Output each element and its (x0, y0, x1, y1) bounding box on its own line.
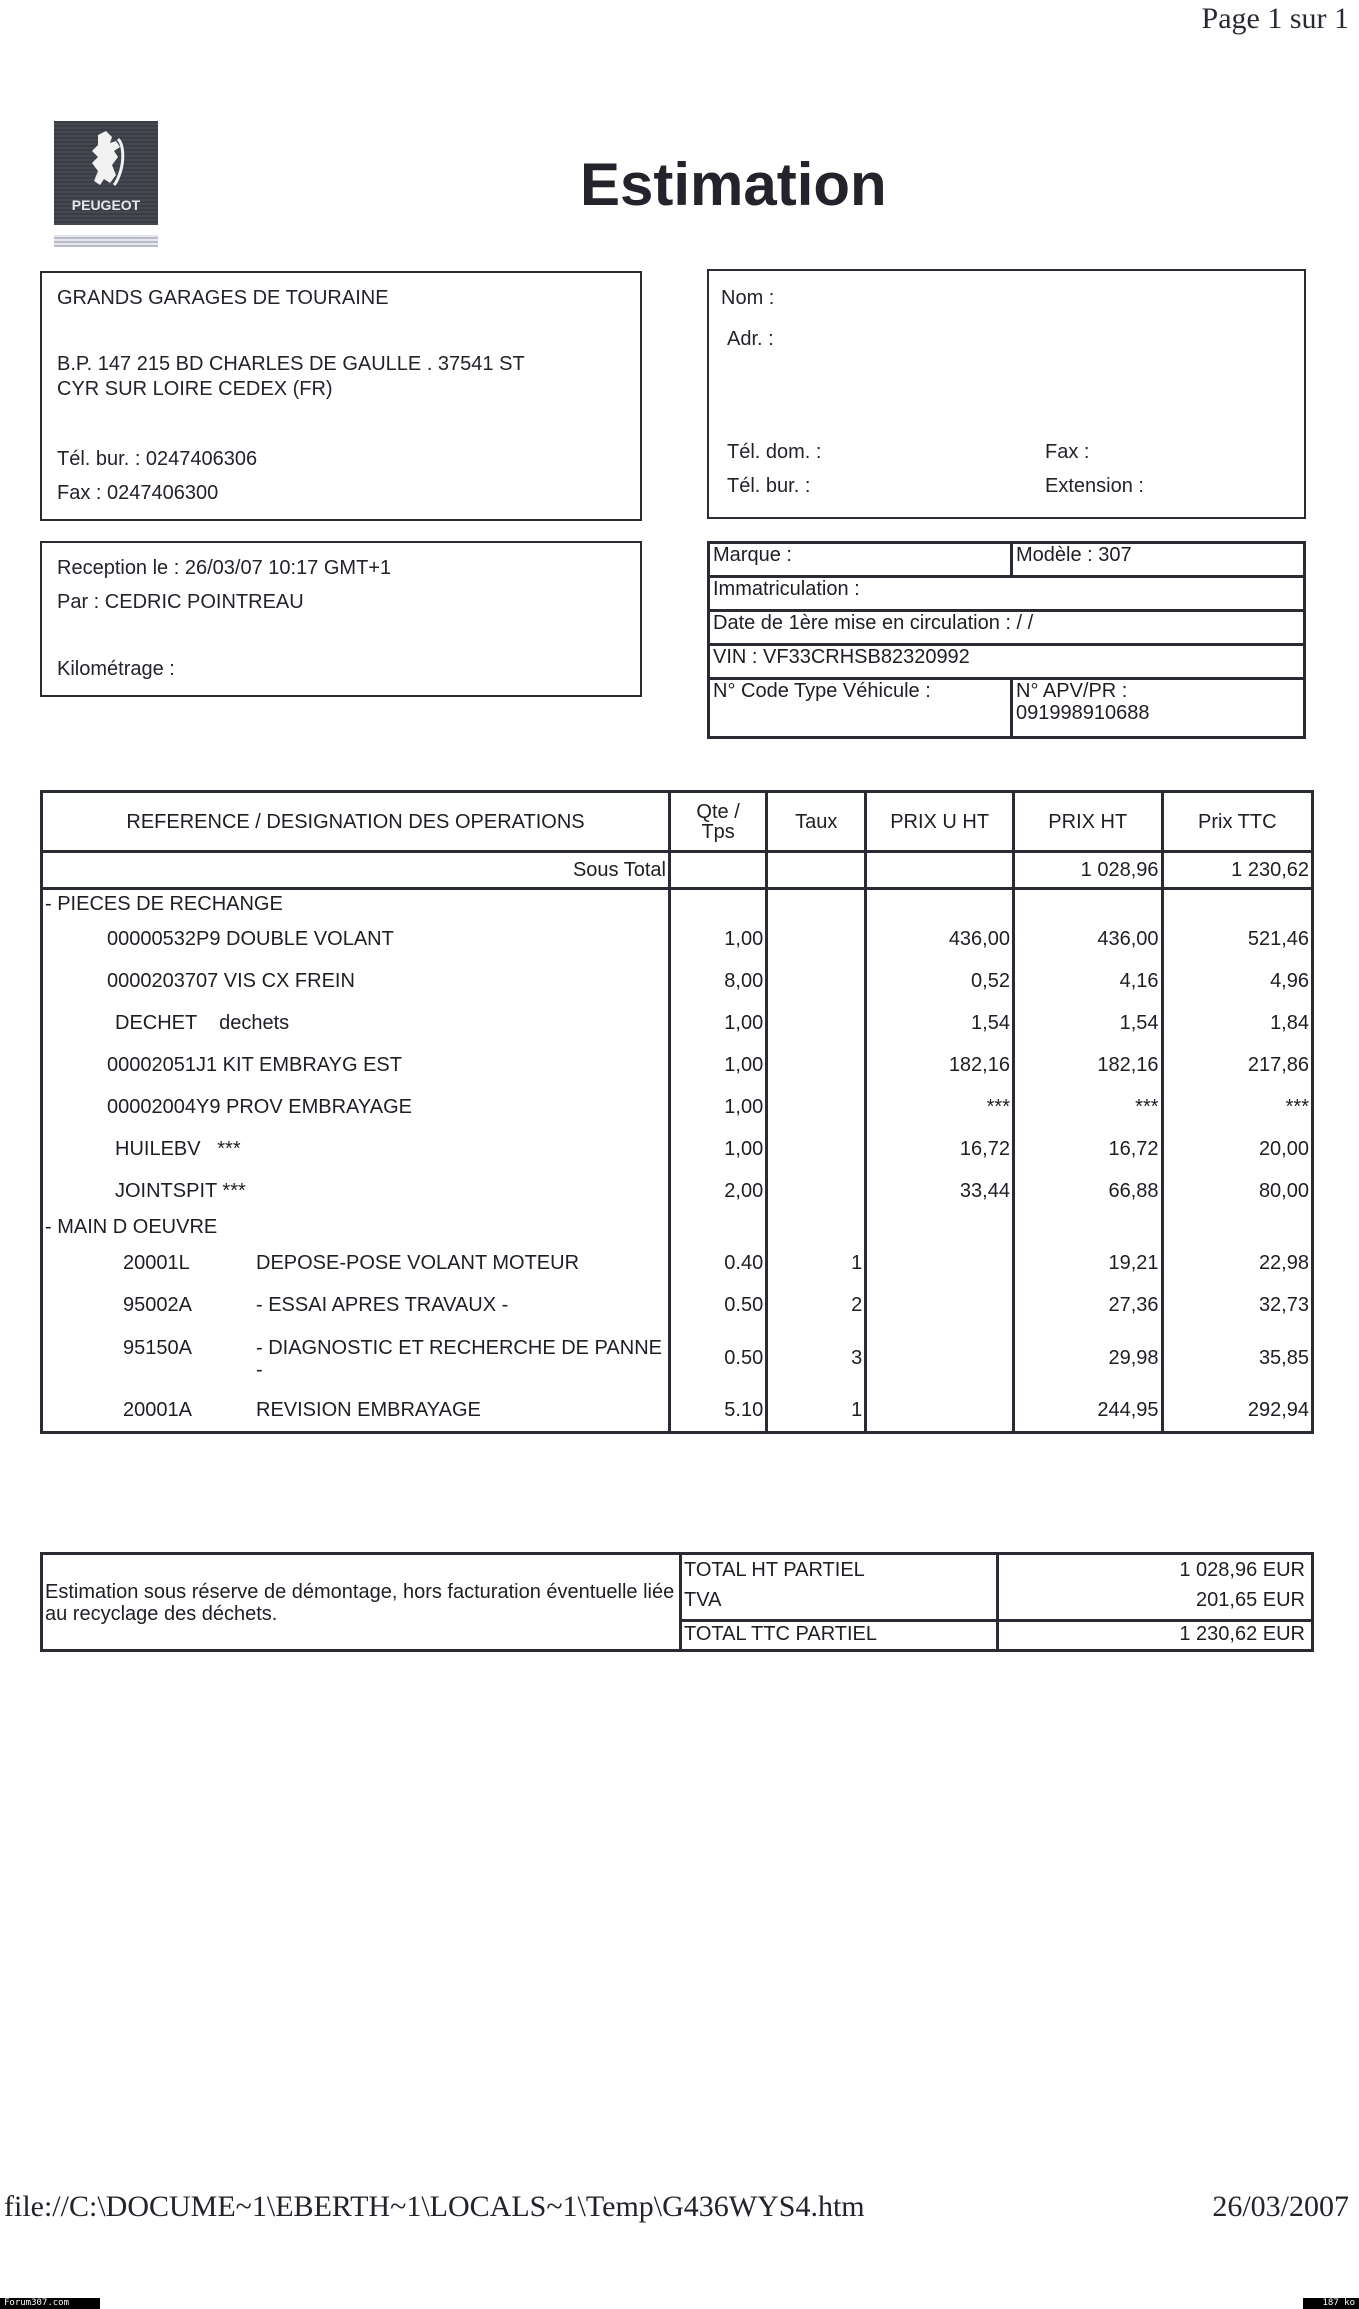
part-unit-price: 1,54 (866, 1003, 1014, 1045)
vehicle-type-code: N° Code Type Véhicule : (713, 680, 931, 702)
labour-price-ttc: 22,98 (1162, 1243, 1312, 1285)
part-designation (42, 961, 670, 1003)
parts-section-label: - PIECES DE RECHANGE (42, 889, 670, 919)
labour-unit-price (866, 1285, 1014, 1327)
part-price-ttc: 1,84 (1162, 1003, 1312, 1045)
labour-price-ht: 27,36 (1013, 1285, 1162, 1327)
garage-name: GRANDS GARAGES DE TOURAINE (57, 287, 389, 309)
part-unit-price: 436,00 (866, 919, 1014, 961)
print-date: 26/03/2007 (1212, 2190, 1349, 2223)
subtotal-price-ht: 1 028,96 (1013, 852, 1162, 889)
vat-value: 201,65 EUR (1196, 1589, 1305, 1611)
labour-unit-price (866, 1327, 1014, 1391)
labour-description: - DIAGNOSTIC ET RECHERCHE DE PANNE - (256, 1336, 662, 1381)
totals-values (999, 1555, 1311, 1649)
subtotal-label: Sous Total (42, 852, 670, 889)
col-header-rate: Taux (767, 792, 866, 852)
part-price-ttc: *** (1162, 1087, 1312, 1129)
part-designation-text: 00002004Y9 PROV EMBRAYAGE (107, 1096, 412, 1118)
part-designation (42, 1045, 670, 1087)
vat-label: TVA (684, 1589, 722, 1611)
mileage-label: Kilométrage : (57, 658, 175, 680)
col-header-qty (670, 792, 767, 852)
part-row (42, 1045, 1313, 1087)
page-title: Estimation (580, 151, 887, 218)
part-designation (42, 1171, 670, 1213)
part-rate (767, 919, 866, 961)
part-qty: 1,00 (670, 1003, 767, 1045)
part-row (42, 1087, 1313, 1129)
part-designation-text: 00002051J1 KIT EMBRAYG EST (107, 1054, 402, 1076)
client-home-phone-label: Tél. dom. : (727, 441, 822, 463)
labour-section-row (42, 1213, 1313, 1243)
total-ttc-label: TOTAL TTC PARTIEL (684, 1623, 878, 1645)
parts-section-row (42, 889, 1313, 919)
garage-phone: Tél. bur. : 0247406306 (57, 448, 258, 470)
labour-rate: 2 (767, 1285, 866, 1327)
part-rate (767, 1129, 866, 1171)
total-ttc-value: 1 230,62 EUR (1179, 1623, 1305, 1645)
peugeot-logo (54, 121, 158, 225)
labour-row (42, 1391, 1313, 1433)
logo-brand-text: PEUGEOT (71, 197, 141, 213)
reception-by: Par : CEDRIC POINTREAU (57, 591, 304, 613)
part-designation-text: HUILEBV *** (115, 1138, 241, 1160)
vehicle-brand: Marque : (713, 544, 792, 566)
part-qty: 8,00 (670, 961, 767, 1003)
labour-designation (42, 1243, 670, 1285)
labour-section-label: - MAIN D OEUVRE (42, 1213, 670, 1243)
col-header-designation: REFERENCE / DESIGNATION DES OPERATIONS (42, 792, 670, 852)
part-designation-text: DECHET dechets (115, 1012, 290, 1034)
labour-description: - ESSAI APRES TRAVAUX - (256, 1294, 509, 1316)
labour-code: 95150A (123, 1336, 192, 1359)
part-qty: 2,00 (670, 1171, 767, 1213)
garage-fax: Fax : 0247406300 (57, 482, 219, 504)
labour-time: 0.50 (670, 1327, 767, 1391)
part-price-ttc: 521,46 (1162, 919, 1312, 961)
labour-row (42, 1243, 1313, 1285)
labour-price-ht: 29,98 (1013, 1327, 1162, 1391)
vehicle-vin: VIN : VF33CRHSB82320992 (710, 646, 1303, 680)
part-price-ht: 436,00 (1013, 919, 1162, 961)
labour-designation (42, 1327, 670, 1391)
labour-time: 0.50 (670, 1285, 767, 1327)
part-price-ttc: 4,96 (1162, 961, 1312, 1003)
page-number: Page 1 sur 1 (1201, 2, 1349, 35)
col-header-price-ttc: Prix TTC (1162, 792, 1312, 852)
labour-unit-price (866, 1391, 1014, 1433)
part-rate (767, 1045, 866, 1087)
labour-code: 20001A (123, 1399, 192, 1422)
part-price-ht: 4,16 (1013, 961, 1162, 1003)
part-row (42, 1129, 1313, 1171)
labour-designation (42, 1391, 670, 1433)
print-file-path: file://C:\DOCUME~1\EBERTH~1\LOCALS~1\Temp\G436WYS4.htm (4, 2190, 865, 2223)
subtotal-row (42, 852, 1313, 889)
totals-box (40, 1552, 1314, 1652)
labour-price-ht: 244,95 (1013, 1391, 1162, 1433)
part-designation (42, 919, 670, 961)
subtotal-price-ttc: 1 230,62 (1162, 852, 1312, 889)
vehicle-apv-value: 091998910688 (1016, 702, 1150, 724)
reception-info-box (40, 541, 642, 697)
vehicle-row-brand-model (710, 544, 1303, 578)
vehicle-apv-label: N° APV/PR : (1016, 680, 1128, 702)
totals-labels (679, 1555, 999, 1649)
garage-info-box (40, 271, 642, 521)
labour-description: REVISION EMBRAYAGE (256, 1399, 481, 1422)
labour-price-ttc: 35,85 (1162, 1327, 1312, 1391)
qty-header-line2: Tps (701, 820, 735, 843)
labour-description: DEPOSE-POSE VOLANT MOTEUR (256, 1252, 580, 1274)
part-qty: 1,00 (670, 1087, 767, 1129)
part-unit-price: *** (866, 1087, 1014, 1129)
client-info-box (707, 269, 1306, 519)
client-fax-label: Fax : (1045, 441, 1090, 463)
qty-header-line1: Qte / (696, 800, 740, 823)
part-price-ht: *** (1013, 1087, 1162, 1129)
labour-price-ttc: 292,94 (1162, 1391, 1312, 1433)
labour-price-ht: 19,21 (1013, 1243, 1162, 1285)
col-header-price-ht: PRIX HT (1013, 792, 1162, 852)
part-rate (767, 1171, 866, 1213)
client-office-phone-label: Tél. bur. : (727, 475, 811, 497)
total-ht-value: 1 028,96 EUR (1179, 1559, 1305, 1581)
labour-designation (42, 1285, 670, 1327)
labour-rate: 3 (767, 1327, 866, 1391)
total-ht-label: TOTAL HT PARTIEL (684, 1559, 865, 1581)
part-qty: 1,00 (670, 1129, 767, 1171)
vehicle-apv (1010, 680, 1303, 736)
part-unit-price: 0,52 (866, 961, 1014, 1003)
part-price-ht: 182,16 (1013, 1045, 1162, 1087)
labour-code: 95002A (123, 1294, 192, 1316)
vehicle-row-codes (710, 680, 1303, 736)
part-designation (42, 1087, 670, 1129)
client-address-label: Adr. : (727, 328, 774, 350)
part-price-ht: 16,72 (1013, 1129, 1162, 1171)
labour-time: 0.40 (670, 1243, 767, 1285)
vehicle-model: Modèle : 307 (1010, 544, 1303, 575)
labour-unit-price (866, 1243, 1014, 1285)
part-designation-text: 00000532P9 DOUBLE VOLANT (107, 928, 394, 950)
part-rate (767, 1003, 866, 1045)
part-price-ht: 1,54 (1013, 1003, 1162, 1045)
logo-underline (54, 235, 158, 247)
part-price-ttc: 217,86 (1162, 1045, 1312, 1087)
reception-date: Reception le : 26/03/07 10:17 GMT+1 (57, 557, 392, 579)
garage-address-line2: CYR SUR LOIRE CEDEX (FR) (57, 378, 333, 400)
source-tag: Forum307.com (0, 2298, 100, 2309)
part-designation (42, 1003, 670, 1045)
totals-divider (999, 1619, 1311, 1622)
part-designation-text: 0000203707 VIS CX FREIN (107, 970, 355, 992)
part-designation-text: JOINTSPIT *** (115, 1180, 246, 1202)
part-unit-price: 182,16 (866, 1045, 1014, 1087)
labour-rate: 1 (767, 1391, 866, 1433)
labour-row (42, 1327, 1313, 1391)
client-name-label: Nom : (721, 287, 775, 309)
labour-price-ttc: 32,73 (1162, 1285, 1312, 1327)
part-row (42, 961, 1313, 1003)
vehicle-first-registration-date: Date de 1ère mise en circulation : / / (710, 612, 1303, 646)
part-price-ttc: 20,00 (1162, 1129, 1312, 1171)
garage-address-line1: B.P. 147 215 BD CHARLES DE GAULLE . 37541 ST (57, 353, 525, 375)
part-row (42, 919, 1313, 961)
part-rate (767, 1087, 866, 1129)
labour-rate: 1 (767, 1243, 866, 1285)
col-header-unit-price: PRIX U HT (866, 792, 1014, 852)
part-designation (42, 1129, 670, 1171)
estimate-disclaimer: Estimation sous réserve de démontage, hors facturation éventuelle liée au recyclage des déchets. (45, 1581, 675, 1625)
vehicle-info-box (707, 541, 1306, 739)
labour-time: 5.10 (670, 1391, 767, 1433)
part-row (42, 1003, 1313, 1045)
part-price-ttc: 80,00 (1162, 1171, 1312, 1213)
peugeot-lion-icon (54, 121, 158, 201)
labour-code: 20001L (123, 1252, 190, 1274)
part-unit-price: 33,44 (866, 1171, 1014, 1213)
operations-table (40, 790, 1314, 1434)
vehicle-registration: Immatriculation : (710, 578, 1303, 612)
file-size-tag: 187 ko (1303, 2298, 1359, 2309)
part-row (42, 1171, 1313, 1213)
part-price-ht: 66,88 (1013, 1171, 1162, 1213)
labour-row (42, 1285, 1313, 1327)
part-unit-price: 16,72 (866, 1129, 1014, 1171)
totals-divider (682, 1619, 996, 1622)
part-rate (767, 961, 866, 1003)
part-qty: 1,00 (670, 1045, 767, 1087)
part-qty: 1,00 (670, 919, 767, 961)
client-extension-label: Extension : (1045, 475, 1144, 497)
table-header-row (42, 792, 1313, 852)
